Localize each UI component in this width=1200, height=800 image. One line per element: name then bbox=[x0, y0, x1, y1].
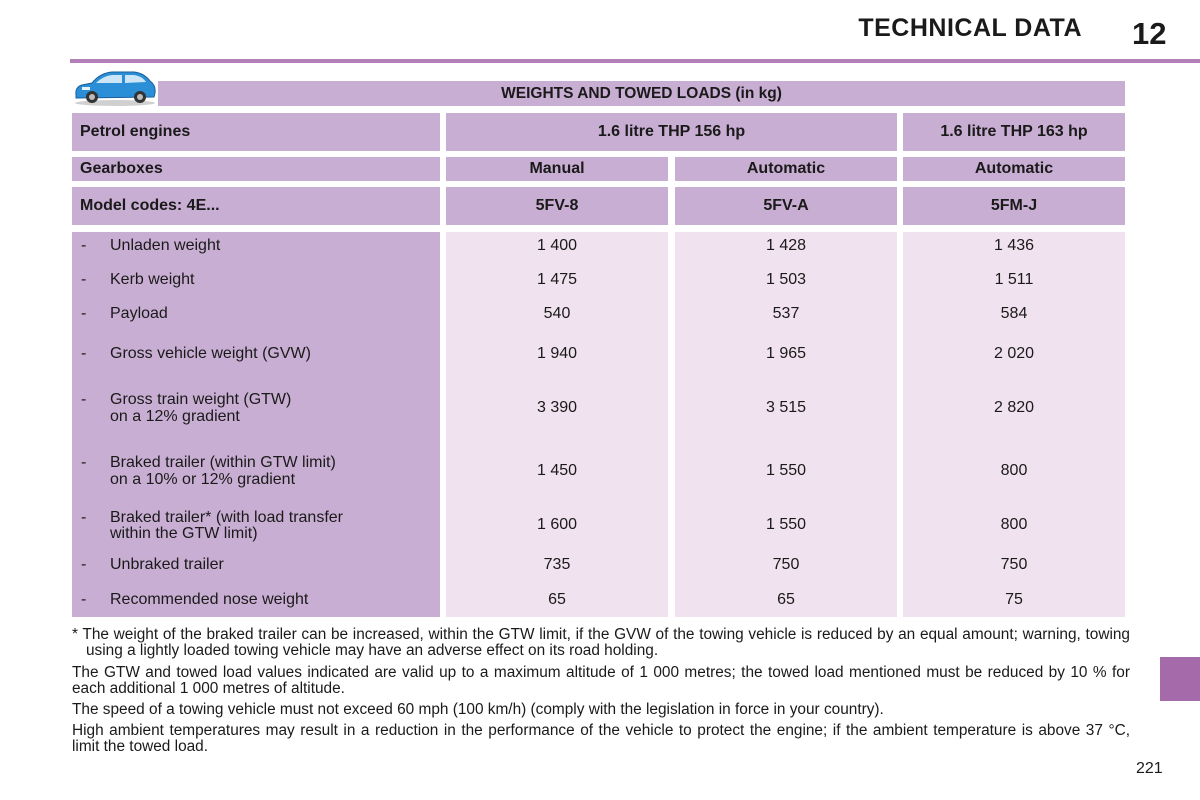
table-cell: 1 940 bbox=[536, 345, 578, 362]
table-cell: 537 bbox=[772, 305, 800, 322]
page-title: TECHNICAL DATA bbox=[858, 14, 1082, 42]
table-cell: 735 bbox=[543, 556, 571, 573]
engine-a-header: 1.6 litre THP 156 hp bbox=[446, 113, 897, 151]
table-cell: 1 475 bbox=[536, 271, 578, 288]
model-code-cell: 5FV-8 bbox=[446, 187, 668, 225]
table-cell: 2 020 bbox=[993, 345, 1035, 362]
table-cell: 1 600 bbox=[536, 516, 578, 533]
table-cell: 750 bbox=[772, 556, 800, 573]
table-cell: 1 503 bbox=[765, 271, 807, 288]
notes-section bbox=[72, 627, 1130, 760]
temperature-note: High ambient temperatures may result in a reduction in the performance of the vehicle to protect the engine; if the ambient temperature is above 37 °C, limit the towed load. bbox=[72, 722, 1130, 755]
table-title: WEIGHTS AND TOWED LOADS (in kg) bbox=[158, 81, 1125, 106]
table-cell: 1 550 bbox=[765, 462, 807, 479]
footnote: * The weight of the braked trailer can be increased, within the GTW limit, if the GVW of the towing vehicle is reduced by an equal amount; warning, towing using a lightly loaded towing vehicle may have an adverse effect on its road holding. bbox=[72, 626, 1130, 659]
engines-label: Petrol engines bbox=[72, 113, 440, 151]
table-cell: 750 bbox=[1000, 556, 1028, 573]
table-cell: 1 428 bbox=[765, 237, 807, 254]
table-cell: 1 965 bbox=[765, 345, 807, 362]
table-cell: 65 bbox=[548, 591, 566, 608]
engine-b-header: 1.6 litre THP 163 hp bbox=[903, 113, 1125, 151]
header-divider bbox=[70, 59, 1200, 63]
table-cell: 75 bbox=[1005, 591, 1023, 608]
table-cell: 800 bbox=[1000, 516, 1028, 533]
table-cell: 540 bbox=[543, 305, 571, 322]
chapter-tab bbox=[1160, 657, 1200, 701]
model-code-cell: 5FM-J bbox=[903, 187, 1125, 225]
gearbox-cell: Automatic bbox=[675, 157, 897, 181]
table-cell: 800 bbox=[1000, 462, 1028, 479]
chapter-number: 12 bbox=[1132, 16, 1167, 51]
table-cell: 65 bbox=[777, 591, 795, 608]
car-icon bbox=[72, 67, 158, 107]
table-cell: 3 390 bbox=[536, 399, 578, 416]
page-number: 221 bbox=[1136, 760, 1163, 777]
table-cell: 1 511 bbox=[994, 271, 1034, 288]
table-cell: 584 bbox=[1000, 305, 1028, 322]
table-cell: 3 515 bbox=[765, 399, 807, 416]
table-cell: 1 550 bbox=[765, 516, 807, 533]
table-cell: 1 450 bbox=[536, 462, 578, 479]
table-cell: 2 820 bbox=[993, 399, 1035, 416]
table-cell: 1 436 bbox=[993, 237, 1035, 254]
gearboxes-label: Gearboxes bbox=[72, 157, 440, 181]
speed-note: The speed of a towing vehicle must not exceed 60 mph (100 km/h) (comply with the legislation in force in your country). bbox=[72, 701, 884, 718]
gearbox-cell: Manual bbox=[446, 157, 668, 181]
model-codes-label: Model codes: 4E... bbox=[72, 187, 440, 225]
altitude-note: The GTW and towed load values indicated are valid up to a maximum altitude of 1 000 metres; the towed load mentioned must be reduced by 10 % for each additional 1 000 metres of altitude. bbox=[72, 664, 1130, 697]
gearbox-cell: Automatic bbox=[903, 157, 1125, 181]
table-cell: 1 400 bbox=[536, 237, 578, 254]
model-code-cell: 5FV-A bbox=[675, 187, 897, 225]
